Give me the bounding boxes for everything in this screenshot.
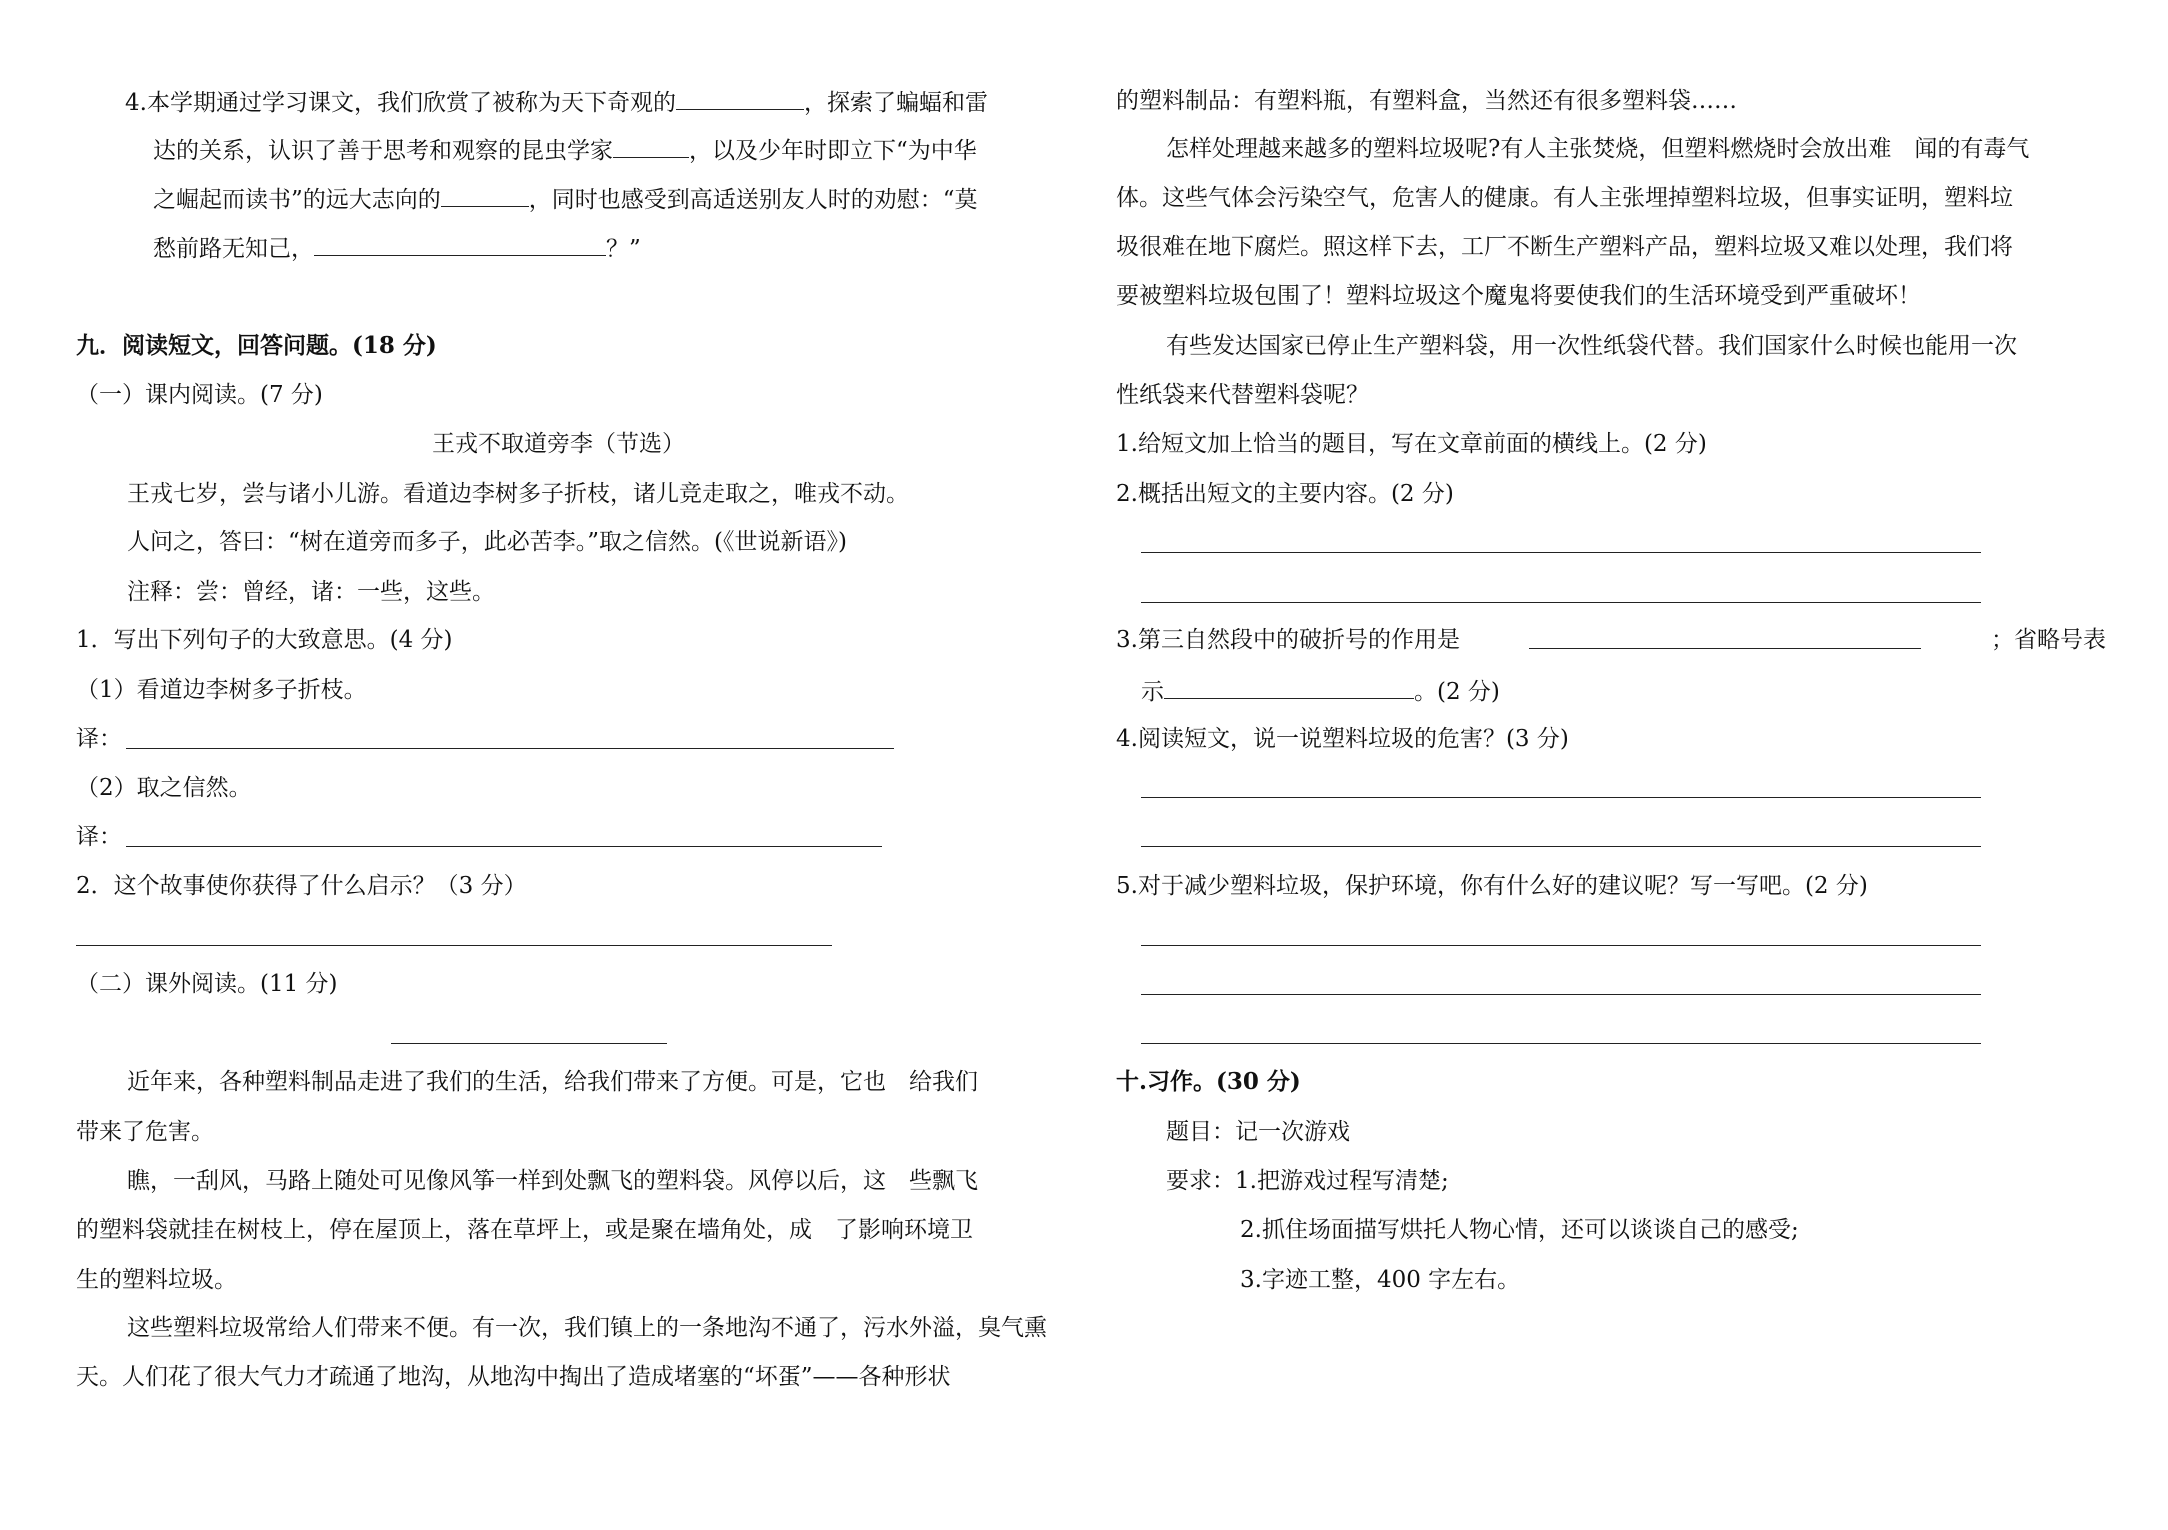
- part-2-title: （二）课外阅读。(11 分): [76, 971, 338, 997]
- question-1-1: （1）看道边李树多子折枝。: [76, 677, 367, 703]
- title-blank[interactable]: [391, 1043, 667, 1044]
- question-1: 1．写出下列句子的大致意思。(4 分): [76, 627, 453, 653]
- q4-line-3: 之崛起而读书”的远大志向的 ，同时也感受到高适送别友人时的劝慰：“莫: [153, 180, 978, 216]
- para-4-line-2: 体。这些气体会污染空气，危害人的健康。有人主张埋掉塑料垃圾，但事实证明，塑料垃: [1116, 185, 2013, 211]
- essay-topic: 题目：记一次游戏: [1166, 1119, 1350, 1145]
- para-2-line-2: 的塑料袋就挂在树枝上，停在屋顶上，落在草坪上，或是聚在墙角处，成 了影响环境卫: [76, 1217, 973, 1243]
- q4-line-1: 4.本学期通过学习课文，我们欣赏了被称为天下奇观的 ，探索了蝙蝠和雷: [125, 83, 988, 119]
- right-question-4: 4.阅读短文，说一说塑料垃圾的危害？(3 分): [1116, 726, 1569, 752]
- translation-line-1[interactable]: [126, 748, 894, 749]
- passage-line-1: 王戎七岁，尝与诸小儿游。看道边李树多子折枝，诸儿竞走取之，唯戎不动。: [127, 481, 909, 507]
- para-2-line-1: 瞧，一刮风，马路上随处可见像风筝一样到处飘飞的塑料袋。风停以后，这 些飘飞: [127, 1168, 978, 1194]
- answer-line-q2-1[interactable]: [1141, 552, 1981, 553]
- para-3-line-2: 天。人们花了很大气力才疏通了地沟，从地沟中掏出了造成堵塞的“坏蛋”——各种形状: [76, 1364, 951, 1390]
- para-4-line-1b: 怎样处理越来越多的塑料垃圾呢?有人主张焚烧，但塑料燃烧时会放出难 闻的有毒气: [1166, 136, 2030, 162]
- essay-requirement-1: 要求：1.把游戏过程写清楚;: [1166, 1168, 1449, 1194]
- para-4-line-4: 要被塑料垃圾包围了！塑料垃圾这个魔鬼将要使我们的生活环境受到严重破坏！: [1116, 283, 1921, 309]
- essay-requirement-2: 2.抓住场面描写烘托人物心情，还可以谈谈自己的感受;: [1240, 1217, 1799, 1243]
- q4-line-2: 达的关系，认识了善于思考和观察的昆虫学家 ，以及少年时即立下“为中华: [153, 131, 977, 167]
- section-9-title: 九．阅读短文，回答问题。(18 分): [76, 332, 437, 359]
- q4-blank-1[interactable]: [676, 83, 804, 110]
- q4-line-4: 愁前路无知己， ？”: [153, 229, 641, 265]
- right-question-3-cont: 示 。(2 分): [1141, 672, 1500, 708]
- answer-line-q5-2[interactable]: [1141, 994, 1981, 995]
- section-10-title: 十.习作。(30 分): [1116, 1068, 1301, 1095]
- q3-dash-blank[interactable]: [1529, 622, 1921, 649]
- right-question-3: 3.第三自然段中的破折号的作用是 ；省略号表: [1116, 622, 2106, 658]
- q4-blank-4[interactable]: [314, 229, 606, 256]
- question-2: 2．这个故事使你获得了什么启示？（3 分）: [76, 873, 527, 899]
- essay-requirement-3: 3.字迹工整，400 字左右。: [1240, 1267, 1521, 1293]
- answer-line-q5-3[interactable]: [1141, 1043, 1981, 1044]
- q4-blank-2[interactable]: [613, 131, 689, 158]
- para-2-line-3: 生的塑料垃圾。: [76, 1267, 237, 1293]
- q4-blank-3[interactable]: [441, 180, 529, 207]
- answer-line-q2[interactable]: [76, 945, 832, 946]
- passage-title: 王戎不取道旁李（节选）: [432, 431, 685, 457]
- answer-line-q4-1[interactable]: [1141, 797, 1981, 798]
- passage-line-2: 人问之，答曰：“树在道旁而多子，此必苦李。”取之信然。(《世说新语》): [127, 529, 847, 555]
- right-question-2: 2.概括出短文的主要内容。(2 分): [1116, 481, 1454, 507]
- passage-note: 注释：尝：曾经，诸：一些，这些。: [127, 579, 495, 605]
- question-1-2: （2）取之信然。: [76, 775, 252, 801]
- para-5-line-2: 性纸袋来代替塑料袋呢？: [1116, 382, 1369, 408]
- answer-line-q2-2[interactable]: [1141, 602, 1981, 603]
- para-1-line-1: 近年来，各种塑料制品走进了我们的生活，给我们带来了方便。可是，它也 给我们: [127, 1069, 978, 1095]
- q3-ellipsis-blank[interactable]: [1164, 672, 1414, 699]
- translation-label-2: 译：: [76, 824, 122, 850]
- translation-line-2[interactable]: [126, 846, 882, 847]
- right-question-1: 1.给短文加上恰当的题目，写在文章前面的横线上。(2 分): [1116, 431, 1707, 457]
- part-1-title: （一）课内阅读。(7 分): [76, 382, 323, 408]
- para-4-line-3: 圾很难在地下腐烂。照这样下去，工厂不断生产塑料产品，塑料垃圾又难以处理，我们将: [1116, 234, 2013, 260]
- para-3-line-3: 的塑料制品：有塑料瓶，有塑料盒，当然还有很多塑料袋……: [1116, 88, 1737, 114]
- para-1-line-2: 带来了危害。: [76, 1119, 214, 1145]
- answer-line-q4-2[interactable]: [1141, 846, 1981, 847]
- para-3-line-1: 这些塑料垃圾常给人们带来不便。有一次，我们镇上的一条地沟不通了，污水外溢，臭气熏: [127, 1315, 1047, 1341]
- translation-label-1: 译：: [76, 726, 122, 752]
- para-5-line-1: 有些发达国家已停止生产塑料袋，用一次性纸袋代替。我们国家什么时候也能用一次: [1166, 333, 2017, 359]
- answer-line-q5-1[interactable]: [1141, 945, 1981, 946]
- right-question-5: 5.对于减少塑料垃圾，保护环境，你有什么好的建议呢？写一写吧。(2 分): [1116, 873, 1868, 899]
